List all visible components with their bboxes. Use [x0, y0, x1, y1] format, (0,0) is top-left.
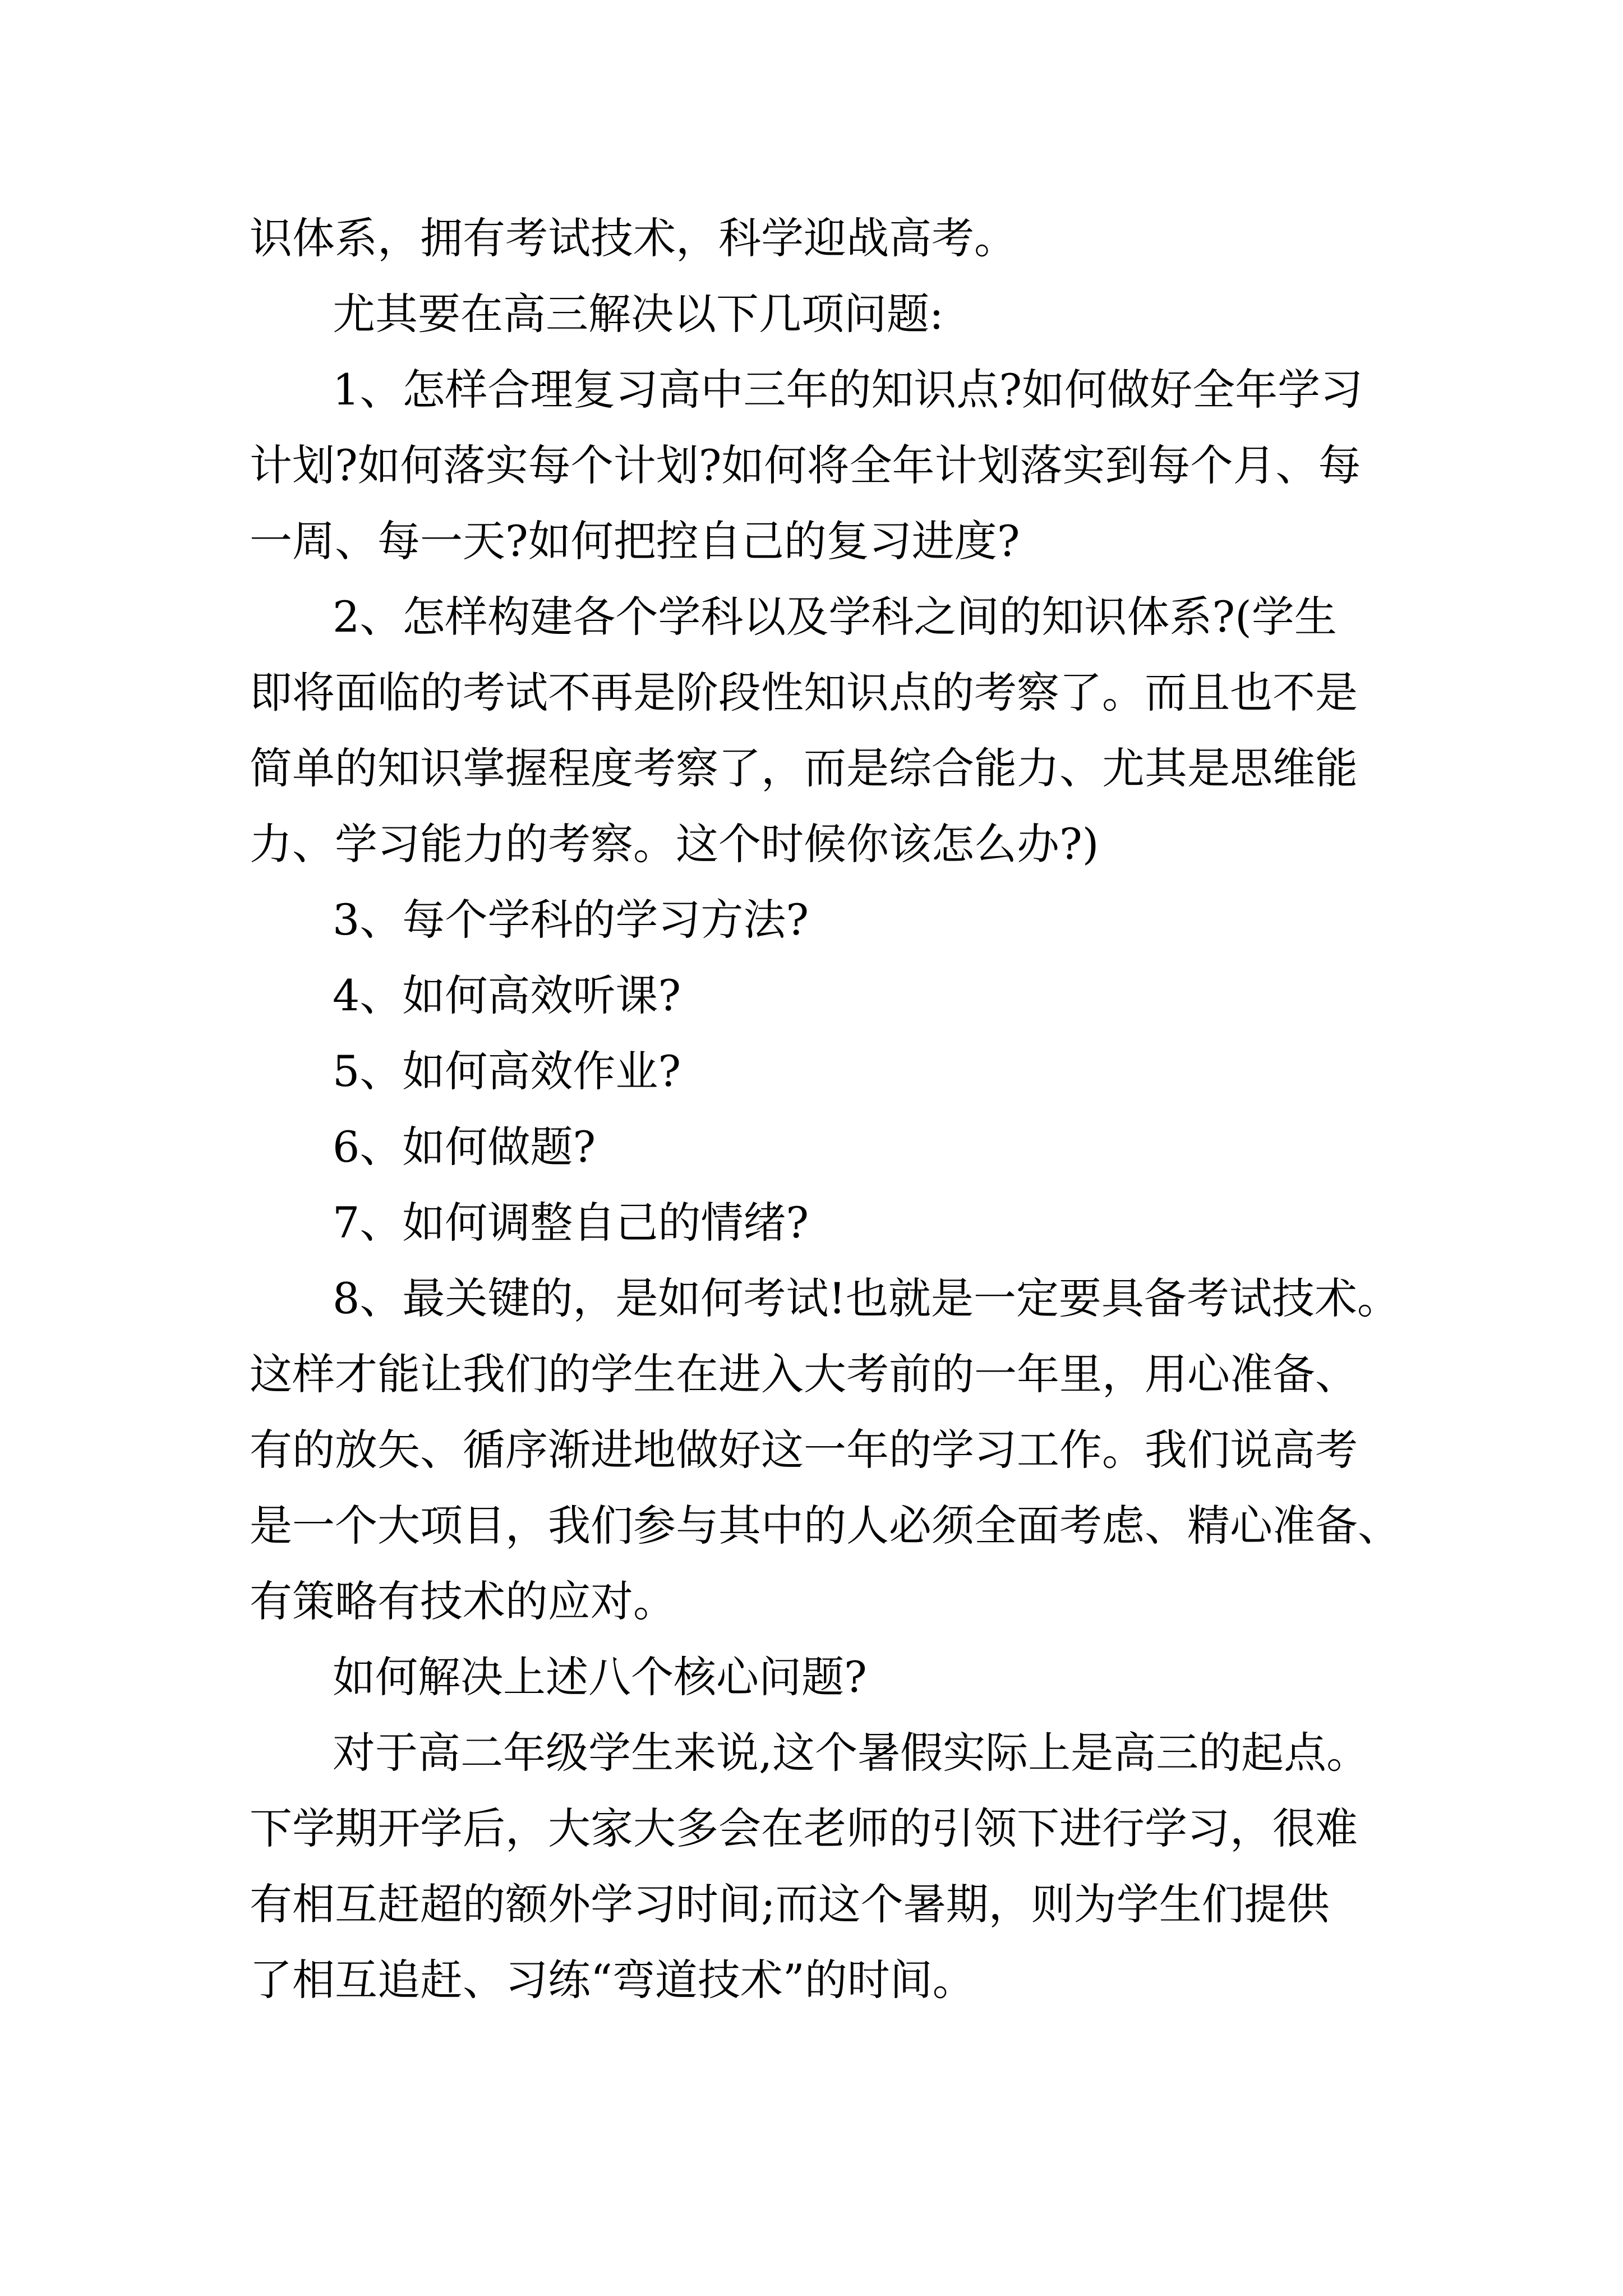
paragraph-line: 一周、每一天?如何把控自己的复习进度?: [250, 516, 1020, 566]
paragraph-line: 识体系，拥有考试技术，科学迎战高考。: [250, 213, 1017, 263]
paragraph-line: 7、如何调整自己的情绪?: [333, 1198, 809, 1248]
paragraph-line: 了相互追赶、习练“弯道技术”的时间。: [250, 1955, 975, 2005]
paragraph-line: 对于高二年级学生来说,这个暑假实际上是高三的起点。: [333, 1728, 1370, 1778]
paragraph-line: 下学期开学后，大家大多会在老师的引领下进行学习，很难: [250, 1803, 1358, 1853]
paragraph-line: 简单的知识掌握程度考察了，而是综合能力、尤其是思维能: [250, 743, 1358, 793]
paragraph-line: 5、如何高效作业?: [333, 1046, 681, 1096]
paragraph-line: 有的放矢、循序渐进地做好这一年的学习工作。我们说高考: [250, 1425, 1358, 1475]
paragraph-line: 3、每个学科的学习方法?: [333, 895, 809, 945]
paragraph-line: 4、如何高效听课?: [333, 970, 681, 1020]
paragraph-line: 即将面临的考试不再是阶段性知识点的考察了。而且也不是: [250, 668, 1358, 717]
paragraph-line: 8、最关键的，是如何考试!也就是一定要具备考试技术。: [333, 1273, 1400, 1323]
paragraph-line: 这样才能让我们的学生在进入大考前的一年里，用心准备、: [250, 1349, 1358, 1399]
paragraph-line: 1、怎样合理复习高中三年的知识点?如何做好全年学习: [333, 365, 1363, 415]
paragraph-line: 尤其要在高三解决以下几项问题:: [333, 289, 944, 339]
paragraph-line: 有相互赶超的额外学习时间;而这个暑期，则为学生们提供: [250, 1879, 1330, 1929]
paragraph-line: 是一个大项目，我们参与其中的人必须全面考虑、精心准备、: [250, 1501, 1400, 1550]
paragraph-line: 6、如何做题?: [333, 1122, 596, 1172]
paragraph-line: 2、怎样构建各个学科以及学科之间的知识体系?(学生: [333, 592, 1337, 642]
paragraph-line: 有策略有技术的应对。: [250, 1576, 676, 1626]
paragraph-line: 计划?如何落实每个计划?如何将全年计划落实到每个月、每: [250, 440, 1361, 490]
paragraph-line: 力、学习能力的考察。这个时候你该怎么办?): [250, 819, 1099, 869]
paragraph-line: 如何解决上述八个核心问题?: [333, 1652, 867, 1702]
